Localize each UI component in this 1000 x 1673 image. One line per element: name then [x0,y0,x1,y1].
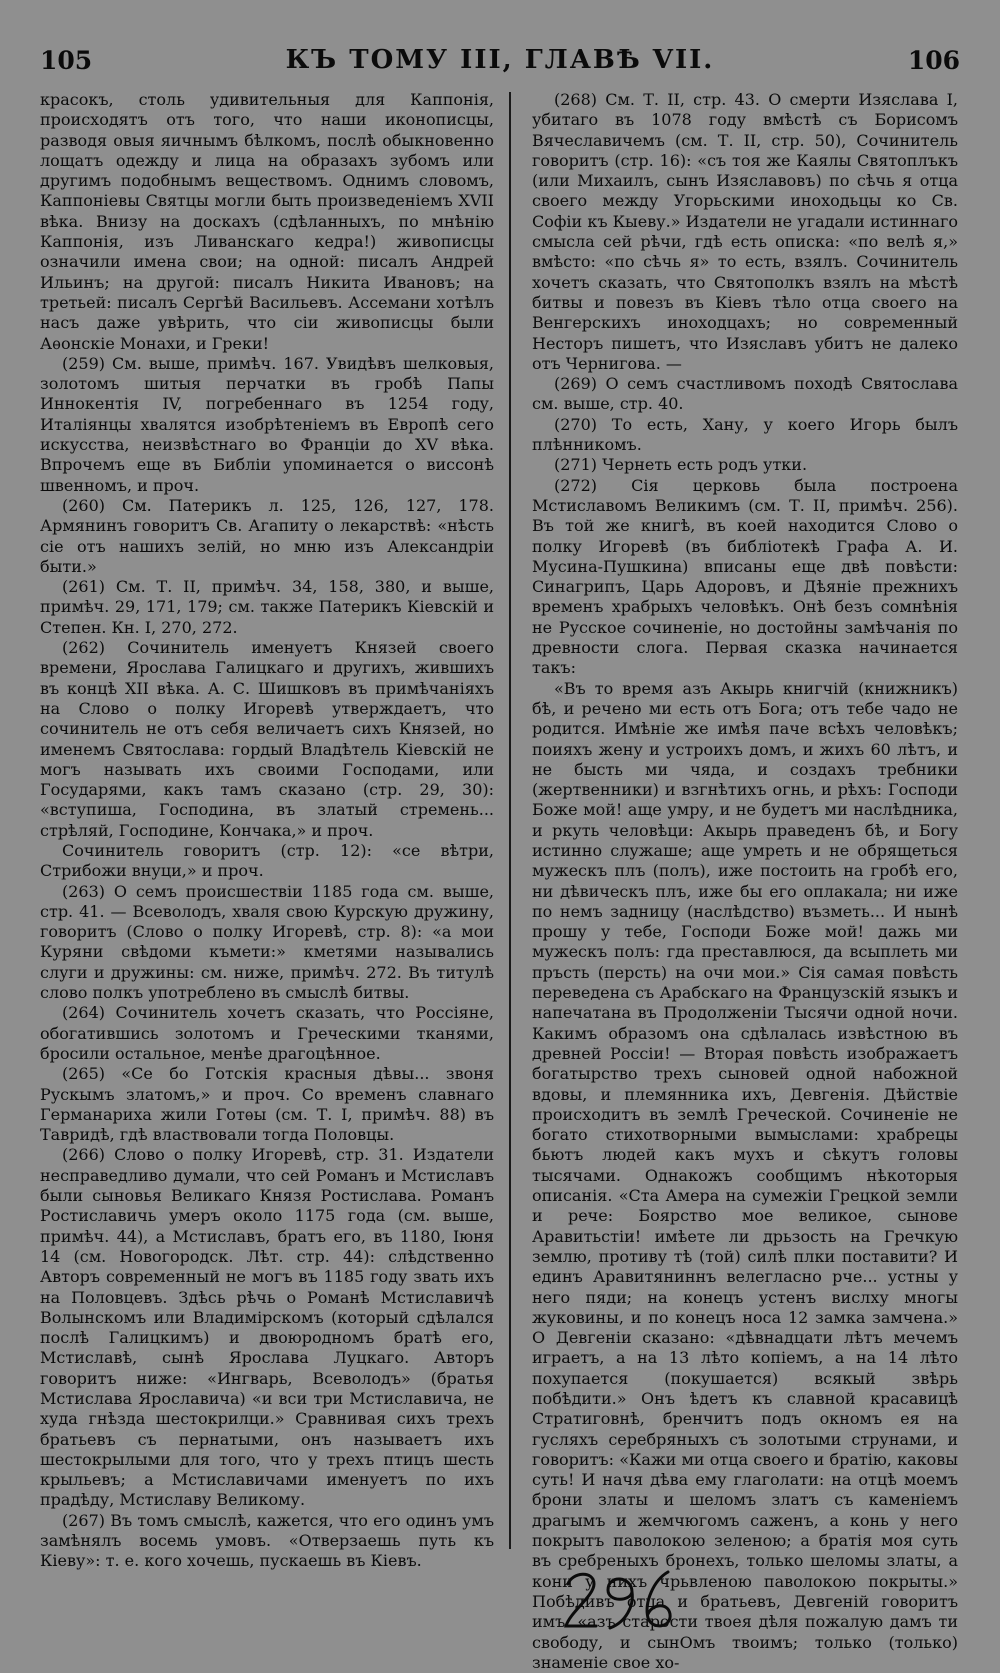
column-divider [509,92,511,1549]
note-261: (261) См. Т. II, примѣч. 34, 158, 380, и выше, примѣч. 29, 171, 179; см. также Патерикъ Кіевскій и Степен. Кн. I, 270, 272. [40,577,494,637]
right-column [532,90,958,1673]
note-262: (262) Сочинитель именуетъ Князей своего времени, Ярослава Галицкаго и другихъ, жившихъ въ концѣ XII вѣка. А. С. Шишковъ въ примѣчаніяхъ на Слово о полку Игоревѣ утверждаетъ, что сочинитель не отъ себя величаетъ сихъ Князей, но именемъ Святослава: гордый Владѣтель Кіевскій не могъ называть ихъ своими Господами, или Государями, какъ тамъ сказано (стр. 29, 30): «вступиша, Господина, въ златый стремень... стрѣляй, Господине, Кончака,» и проч. [40,638,494,840]
note-269: (269) О семъ счастливомъ походѣ Святослава см. выше, стр. 40. [532,374,958,414]
running-header [40,40,960,80]
note-270: (270) То есть, Хану, у коего Игорь былъ плѣнникомъ. [532,414,958,455]
note-262-cont: Сочинитель говоритъ (стр. 12): «се вѣтри, Стрибожи внуци,» и проч. [40,840,494,881]
note-260: (260) См. Патерикъ л. 125, 126, 127, 178. Армянинъ говоритъ Св. Агапиту о лекарствѣ: «нѣсть сіе отъ нашихъ зелій, но мню изъ Александріи быти.» [40,495,494,576]
page-number-left: 105 [40,45,93,75]
note-271: (271) Чернеть есть родъ утки. [554,455,808,475]
left-column [40,90,494,1572]
note-267: (267) Въ томъ смыслѣ, кажется, что его одинъ умъ замѣнялъ восемь умовъ. «Отверзаешь путь къ Кіеву»: т. е. кого хочешь, пускаешь въ Кіевъ. [40,1510,494,1571]
note-263: (263) О семъ происшествіи 1185 года см. выше, стр. 41. — Всеволодъ, хваля свою Курскую дружину, говоритъ (Слово о полку Игоревѣ, стр. 8): «а мои Куряни свѣдоми къмети:» кметями назывались слуги и дружины: см. ниже, примѣч. 272. Въ титулѣ слово полкъ употреблено въ смыслѣ битвы. [40,881,494,1003]
note-265: (265) «Се бо Готскія красныя дѣвы... звоня Рускымъ златомъ,» и проч. Со временъ славнаго Германариха жили Готѳы (см. Т. I, примѣч. 88) въ Тавридѣ, гдѣ властвовали тогда Половцы. [40,1064,494,1145]
note-272-quote: «Въ то время азъ Акырь книгчій (книжникъ) бѣ, и речено ми есть отъ Бога; отъ тебе чадо не родится. Имѣніе же имѣя паче всѣхъ человѣкъ; поияхъ жену и устроихъ домъ, и жихъ 60 лѣтъ, и не бысть ми чяда, и создахъ требники (жертвенники) и взгнѣтихъ огнь, и рѣхъ: Господи Боже мой! аще умру, и не будетъ ми наслѣдника, и ркуть человѣци: Акырь праведенъ бѣ, и Богу истинно служаше; аще умреть и не обрящеться мужескъ плъ (полъ), иже постоить на гробѣ его, ни дѣвическъ плъ, иже бы его оплакала; ни иже по немъ задницу (наслѣдство) възметь... И нынѣ прошу у тебе, Господи Боже мой! дажь ми мужескъ полъ: гда преставлюся, да всыплеть ми пръсть (персть) на очи мои.» Сія самая повѣсть переведена съ Арабскаго на Французскій языкъ и напечатана въ Продолженіи Тысячи одной ночи. Какимъ образомъ она сдѣлалась извѣстною въ древней Россіи! — Вторая повѣсть изображаетъ богатырство трехъ сыновей одной набожной вдовы, и племянника ихъ, Девгенія. Дѣйствіе происходитъ въ землѣ Греческой. Сочиненіе не богато стихотворными вымыслами: храбрецы бьютъ людей какъ мухъ и сѣкутъ головы тысячами. Однакожъ сообщимъ нѣкоторыя описанія. «Ста Амера на сумежіи Грецкой земли и рече: Боярство мое великое, сынове Аравитьстіи! имѣете ли дрьзость на Гречкую землю, противу тѣ (той) силѣ плки поставити? И единъ Аравитяниннъ велегласно рче... устны у него пяди; на конецъ устенъ вислху многы жуковины, и по конецъ носа 12 замка замчена.» О Девгеніи сказано: «дѣвнадцати лѣтъ мечемъ играетъ, а на 13 лѣто копіемъ, а на 14 лѣто похупается (покушается) всякый звѣрь побѣдити.» Онъ ѣдетъ къ славной красавицѣ Стратиговнѣ, бренчитъ подъ окномъ ея на гусляхъ серебряныхъ съ золотыми струнами, и говоритъ: «Кажи ми отца своего и братію, каковы суть! И начя дѣва ему глаголати: на отцѣ моемъ брони златы и шеломъ златъ съ каменіемъ драгымъ и жемчюгомъ саженъ, а конь у него покрытъ паволокою зеленою; а братія моя суть въ сребреныхъ бронехъ, только шеломы златы, а кони у нихъ чрьвленою паволокою покрыты.» Побѣдивъ отца и братьевъ, Девгеній говоритъ имъ: «азъ старости твоея дѣля пожалую дамъ ти свободу, и сынОмъ твоимъ; только (только) знаменіе свое хо- [532,678,958,1672]
running-title: КЪ ТОМУ III, ГЛАВѢ VII. [285,45,715,75]
note-268: (268) См. Т. II, стр. 43. О смерти Изяслава I, убитаго въ 1078 году вмѣстѣ съ Борисомъ Вячеславичемъ (см. Т. II, стр. 50), Сочинитель говоритъ (стр. 16): «съ тоя же Каялы Святоплъкъ (или Михаилъ, сынъ Изяславовъ) по сѣчь я отца своего между Угорьскими иноходьцы ко Св. Софіи къ Кыеву.» Издатели не угадали истиннаго смысла сей рѣчи, гдѣ есть описка: «по велѣ я,» вмѣсто: «по сѣчь я» то есть, взялъ. Сочинитель хочетъ сказать, что Святополкъ взялъ на мѣстѣ битвы и повезъ въ Кіевъ тѣло отца своего на Венгерскихъ иноходцахъ; но современный Несторъ пишетъ, что Изяславъ убитъ не далеко отъ Чернигова. — [532,90,958,373]
handwritten-page-number [560,1566,680,1632]
note-264: (264) Сочинитель хочетъ сказать, что Россіяне, обогатившись золотомъ и Греческими тканями, бросили остальное, менѣе драгоцѣнное. [40,1003,494,1063]
note-259: (259) См. выше, примѣч. 167. Увидѣвъ шелковыя, золотомъ шитыя перчатки въ гробѣ Папы Иннокентія IV, погребеннаго въ 1254 году, Италіянцы хвалятся изобрѣтеніемъ въ Европѣ сего искусства, неизвѣстнаго во Франціи до XV вѣка. Впрочемъ еще въ Библіи упоминается о виссонѣ швенномъ, и проч. [40,353,494,495]
note-continuation: красокъ, столь удивительныя для Каппонія, происходятъ отъ того, что наши иконописцы, разводя овыя яичнымъ бѣлкомъ, послѣ обыкновенно лощатъ одежду и лица на образахъ зубомъ или другимъ подобнымъ веществомъ. Однимъ словомъ, Каппоніевы Святцы могли быть произведеніемъ XVII вѣка. Внизу на доскахъ (сдѣланныхъ, по мнѣнію Каппонія, изъ Ливанскаго кедра!) живописцы означили имена свои; на одной: писалъ Андрей Ильинъ; на другой: писалъ Никита Ивановъ; на третьей: писалъ Сергѣй Васильевъ. Ассемани хотѣлъ насъ даже увѣрить, что сіи живописцы были Аѳонскіе Монахи, и Греки! [40,90,494,353]
note-266: (266) Слово о полку Игоревѣ, стр. 31. Издатели несправедливо думали, что сей Романъ и Мстиславъ были сыновья Великаго Князя Ростислава. Романъ Ростиславичь умеръ около 1175 года (см. выше, примѣч. 44), а Мстиславъ, братъ его, въ 1180, Іюня 14 (см. Новогородск. Лѣт. стр. 44): слѣдственно Авторъ современный не могъ въ 1185 году звать ихъ на Половцевъ. Здѣсь рѣчь о Романѣ Мстиславичѣ Волынскомъ или Владимірскомъ (который сдѣлался послѣ Галицкимъ) и двоюродномъ братѣ его, Мстиславѣ, сынѣ Ярослава Луцкаго. Авторъ говоритъ ниже: «Ингварь, Всеволодъ» (братья Мстислава Ярославича) «и вси три Мстиславича, не худа гнѣзда шестокрилци.» Сравнивая сихъ трехъ братьевъ съ пернатыми, онъ называетъ ихъ шестокрылыми для того, что у трехъ птицъ шесть крыльевъ; а Мстиславичами именуетъ по ихъ прадѣду, Мстиславу Великому. [40,1145,494,1510]
note-272: (272) Сія церковь была построена Мстиславомъ Великимъ (см. Т. II, примѣч. 256). Въ той же книгѣ, въ коей находится Слово о полку Игоревѣ (въ библіотекѣ Графа А. И. Мусина-Пушкина) вписаны еще двѣ повѣсти: Синагрипъ, Царь Адоровъ, и Дѣяніе прежнихъ временъ храбрыхъ человѣкъ. Онѣ безъ сомнѣнія не Русское сочиненіе, но достойны замѣчанія по древности слога. Первая сказка начинается такъ: [532,475,958,678]
page-number-right: 106 [907,45,960,75]
